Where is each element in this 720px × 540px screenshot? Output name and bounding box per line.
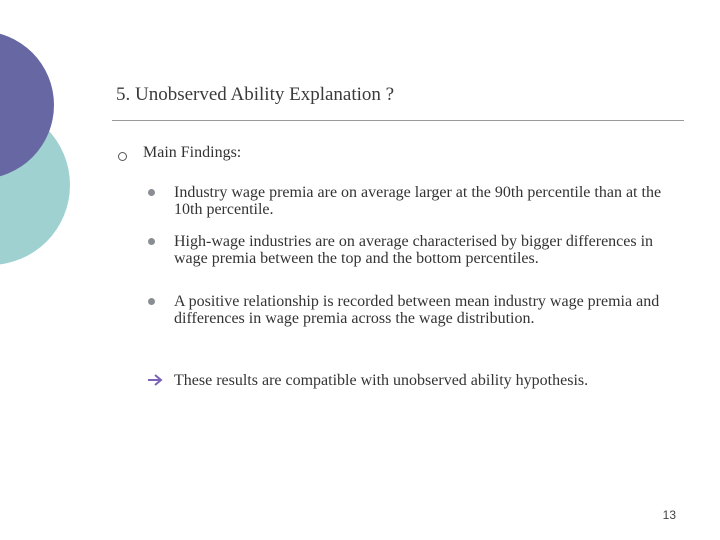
decorative-circles: [0, 0, 140, 300]
hollow-circle-icon: [118, 152, 127, 161]
page-number: 13: [662, 508, 676, 522]
title-divider: [112, 120, 684, 121]
filled-dot-icon: [148, 298, 155, 305]
filled-dot-icon: [148, 189, 155, 196]
main-findings-label: Main Findings:: [143, 144, 242, 161]
conclusion-text: These results are compatible with unobserved ability hypothesis.: [174, 372, 589, 389]
slide-title: 5. Unobserved Ability Explanation ?: [116, 84, 395, 105]
finding-item: A positive relationship is recorded between mean industry wage premia and differences in wage premia across the wage distribution.: [174, 293, 660, 327]
finding-item: High-wage industries are on average characterised by bigger differences in wage premia between the top and the bottom percentiles.: [174, 233, 654, 267]
filled-dot-icon: [148, 238, 155, 245]
arrow-right-icon: [146, 372, 166, 388]
finding-item: Industry wage premia are on average larger at the 90th percentile than at the 10th percentile.: [174, 184, 662, 218]
